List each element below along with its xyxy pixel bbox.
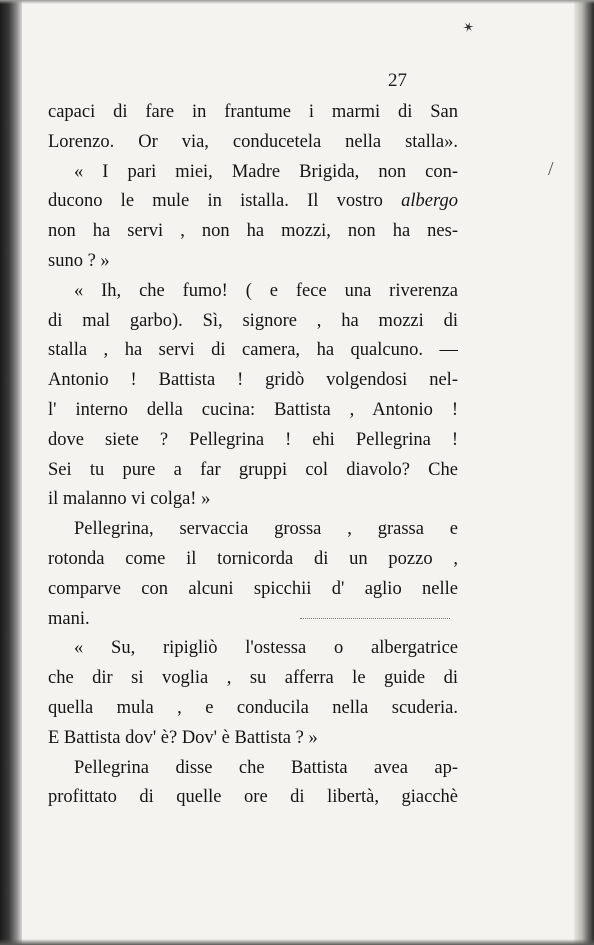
text-line: non ha servi , non ha mozzi, non ha nes- <box>48 221 458 242</box>
stray-pencil-mark: / <box>548 158 554 180</box>
text-line: « Ih, che fumo! ( e fece una riverenza <box>74 280 458 301</box>
text-line: E Battista dov' è? Dov' è Battista ? » <box>48 727 318 748</box>
pencil-underline <box>300 615 450 619</box>
text-line: capaci di fare in frantume i marmi di San <box>48 102 458 122</box>
page-edge-top <box>0 0 594 4</box>
text-line: il malanno vi colga! » <box>48 489 211 510</box>
text-line: Pellegrina, servaccia grossa , grassa e <box>74 519 458 540</box>
body-text <box>48 98 458 813</box>
text-line: Sei tu pure a far gruppi col diavolo? Che <box>48 459 458 480</box>
text-line: comparve con alcuni spicchii d' aglio nelle <box>48 578 458 599</box>
text-line: profittato di quelle ore di libertà, giacchè <box>48 787 458 808</box>
text-line: Lorenzo. Or via, conducetela nella stalla». <box>48 131 458 152</box>
page-edge-right <box>574 0 594 945</box>
text-line: dove siete ? Pellegrina ! ehi Pellegrina ! <box>48 429 458 450</box>
text-line: rotonda come il tornicorda di un pozzo , <box>48 548 458 569</box>
italic-word: albergo <box>401 191 458 212</box>
text-line: l' interno della cucina: Battista , Antonio ! <box>48 399 458 420</box>
page-edge-bottom <box>0 939 594 945</box>
binding-gutter <box>0 0 22 945</box>
page-number: 27 <box>388 70 407 91</box>
text-line-part: ducono le mule in istalla. Il vostro <box>48 191 402 212</box>
text-line: stalla , ha servi di camera, ha qualcuno. — <box>48 340 458 361</box>
text-line: quella mula , e conducila nella scuderia. <box>48 697 458 718</box>
text-line <box>48 187 458 217</box>
text-line: « I pari miei, Madre Brigida, non con- <box>74 161 458 182</box>
stray-ink-mark: ✶ <box>459 19 476 38</box>
text-line: suno ? » <box>48 250 110 271</box>
text-line: mani. <box>48 608 90 629</box>
text-line: Pellegrina disse che Battista avea ap- <box>74 757 458 778</box>
text-line: che dir si voglia , su afferra le guide di <box>48 668 458 689</box>
text-line: di mal garbo). Sì, signore , ha mozzi di <box>48 310 458 331</box>
text-line: Antonio ! Battista ! gridò volgendosi nel- <box>48 370 458 391</box>
text-line: « Su, ripigliò l'ostessa o albergatrice <box>74 638 458 659</box>
